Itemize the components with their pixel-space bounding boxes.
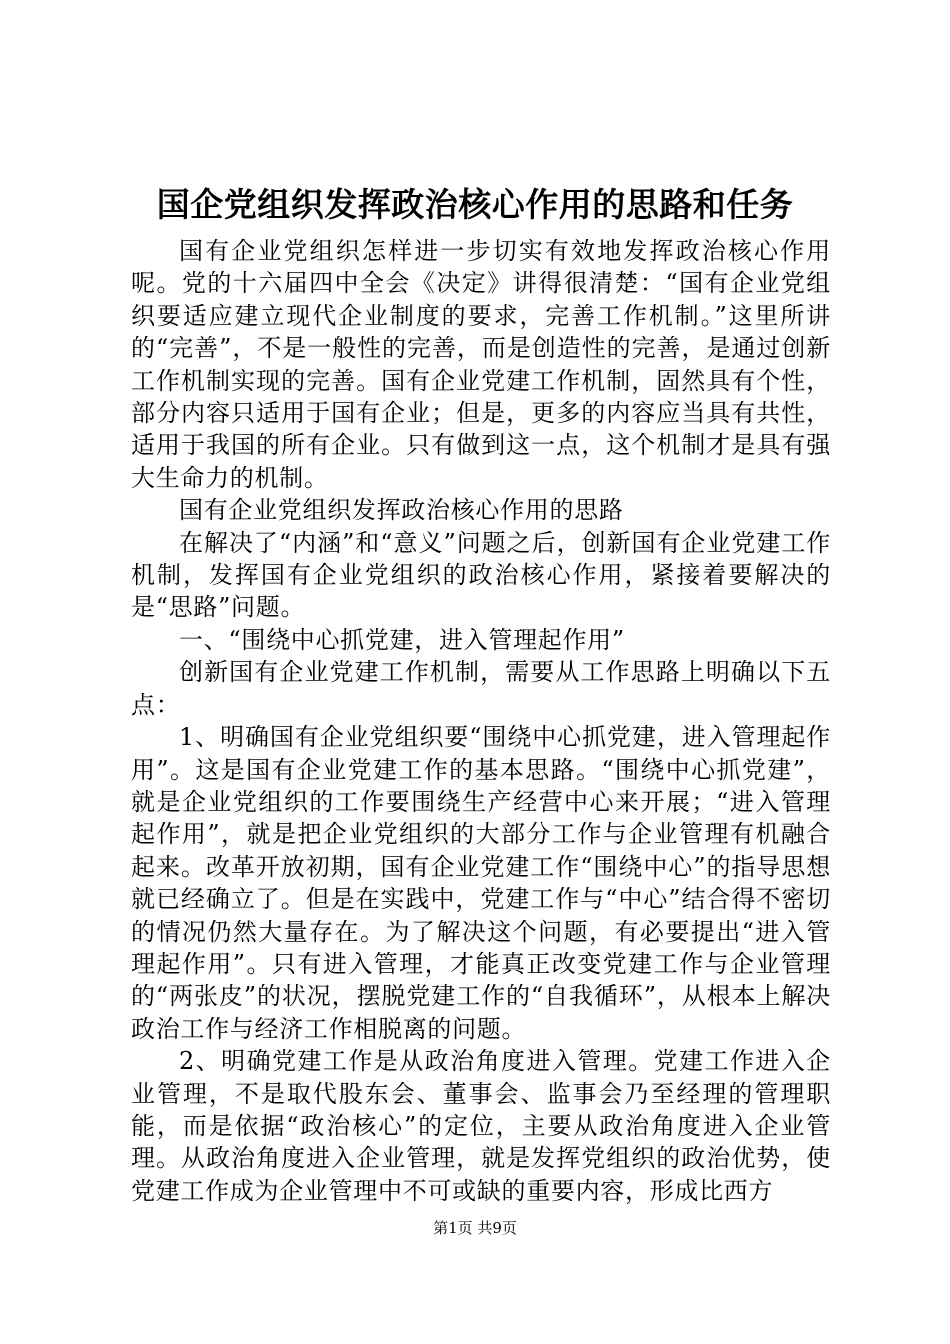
paragraph-point-1: 1、明确国有企业党组织要“围绕中心抓党建，进入管理起作用”。这是国有企业党建工作的基本思路。“围绕中心抓党建”，就是企业党组织的工作要围绕生产经营中心来开展；“进入管理起作用”，就是把企业党组织的大部分工作与企业管理有机融合起来。改革开放初期，国有企业党建工作“围绕中心”的指导思想就已经确立了。但是在实践中，党建工作与“中心”结合得不密切的情况仍然大量存在。为了解决这个问题，有必要提出“进入管理起作用”。只有进入管理，才能真正改变党建工作与企业管理的“两张皮”的状况，摆脱党建工作的“自我循环”，从根本上解决政治工作与经济工作相脱离的问题。 (131, 723, 831, 1043)
subheading-one: 一、“围绕中心抓党建，进入管理起作用” (179, 625, 625, 654)
paragraph-approach-intro: 在解决了“内涵”和“意义”问题之后，创新国有企业党建工作机制，发挥国有企业党组织的政治核心作用，紧接着要解决的是“思路”问题。 (131, 528, 831, 622)
paragraph-point-2: 2、明确党建工作是从政治角度进入管理。党建工作进入企业管理，不是取代股东会、董事会、监事会乃至经理的管理职能，而是依据“政治核心”的定位，主要从政治角度进入企业管理。从政治角度进入企业管理，就是发挥党组织的政治优势，使党建工作成为企业管理中不可或缺的重要内容，形成比西方 (131, 1047, 831, 1205)
paragraph-five-points: 创新国有企业党建工作机制，需要从工作思路上明确以下五点： (131, 658, 831, 719)
section-heading-approach: 国有企业党组织发挥政治核心作用的思路 (179, 496, 624, 525)
document-body (131, 235, 831, 1207)
page-footer: 第1页 共9页 (433, 1219, 517, 1237)
paragraph-intro: 国有企业党组织怎样进一步切实有效地发挥政治核心作用呢。党的十六届四中全会《决定》讲得很清楚：“国有企业党组织要适应建立现代企业制度的要求，完善工作机制。”这里所讲的“完善”，不是一般性的完善，而是创造性的完善，是通过创新工作机制实现的完善。国有企业党建工作机制，固然具有个性，部分内容只适用于国有企业；但是，更多的内容应当具有共性，适用于我国的所有企业。只有做到这一点，这个机制才是具有强大生命力的机制。 (131, 237, 831, 492)
document-title: 国企党组织发挥政治核心作用的思路和任务 (156, 185, 794, 224)
